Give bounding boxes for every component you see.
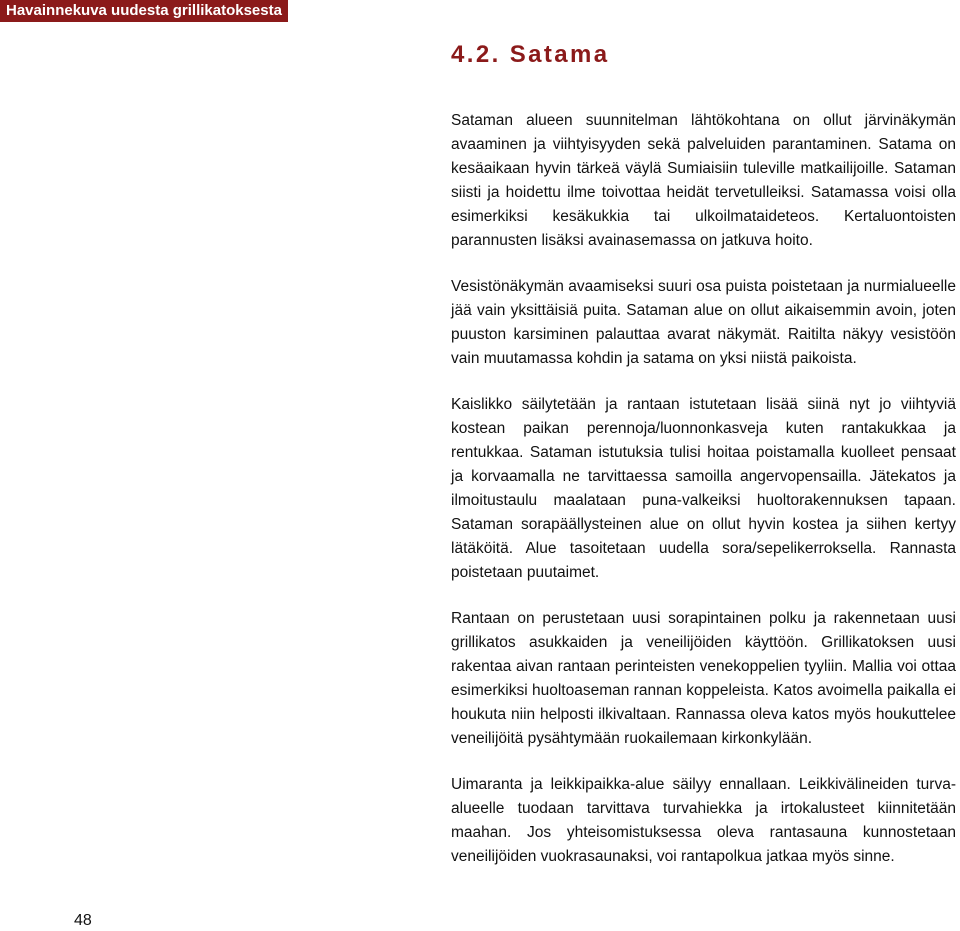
- paragraph: Uimaranta ja leikkipaikka-alue säilyy ennallaan. Leikkivälineiden turva-alueelle tuodaan tarvittava turvahiekka ja irtokalusteet kiinnitetään maahan. Jos yhteisomistuksessa oleva rantasauna kunnostetaan veneilijöiden vuokrasaunaksi, voi rantapolkua jatkaa myös sinne.: [451, 776, 956, 865]
- paragraph: Vesistönäkymän avaamiseksi suuri osa puista poistetaan ja nurmialueelle jää vain yksittäisiä puita. Sataman alue on ollut aikaisemmin avoin, joten puuston karsiminen palauttaa avarat näkymät. Raitilta näkyy vesistöön vain muutamassa kohdin ja satama on yksi niistä paikoista.: [451, 278, 956, 367]
- paragraph: Rantaan on perustetaan uusi sorapintainen polku ja rakennetaan uusi grillikatos asukkaiden ja veneilijöiden käyttöön. Grillikatoksen uusi rakentaa aivan rantaan perinteisten venekoppelien tyyliin. Mallia voi ottaa esimerkiksi huoltoaseman rannan koppeleista. Katos avoimella paikalla ei houkuta niin helposti ilkivaltaan. Rannassa oleva katos myös houkuttelee veneilijöitä pysähtymään ruokailemaan kirkonkylään.: [451, 610, 956, 747]
- page-number: 48: [74, 912, 92, 929]
- header-banner: [0, 0, 288, 22]
- paragraph: Sataman alueen suunnitelman lähtökohtana on ollut järvinäkymän avaaminen ja viihtyisyyden sekä palveluiden parantaminen. Satama on kesäaikaan hyvin tärkeä väylä Sumiaisiin tuleville matkailijoille. Sataman siisti ja hoidettu ilme toivottaa heidät tervetulleiksi. Satamassa voisi olla esimerkiksi kesäkukkia tai ulkoilmataideteos. Kertaluontoisten parannusten lisäksi avainasemassa on jatkuva hoito.: [451, 112, 956, 249]
- body-text: [451, 109, 956, 891]
- section-title: 4.2. Satama: [451, 41, 610, 68]
- paragraph: Kaislikko säilytetään ja rantaan istutetaan lisää siinä nyt jo viihtyviä kostean paikan perennoja/luonnonkasveja kuten rantakukkaa ja rentukkaa. Sataman istutuksia tulisi hoitaa poistamalla kuolleet pensaat ja korvaamalla ne tarvittaessa samoilla angervopensailla. Jätekatos ja ilmoitustaulu maalataan puna-valkeiksi huoltorakennuksen tapaan. Sataman sorapäällysteinen alue on ollut hyvin kostea ja siihen kertyy lätäköitä. Alue tasoitetaan uudella sora/sepelikerroksella. Rannasta poistetaan puutaimet.: [451, 396, 956, 581]
- header-title: Havainnekuva uudesta grillikatoksesta: [6, 2, 282, 19]
